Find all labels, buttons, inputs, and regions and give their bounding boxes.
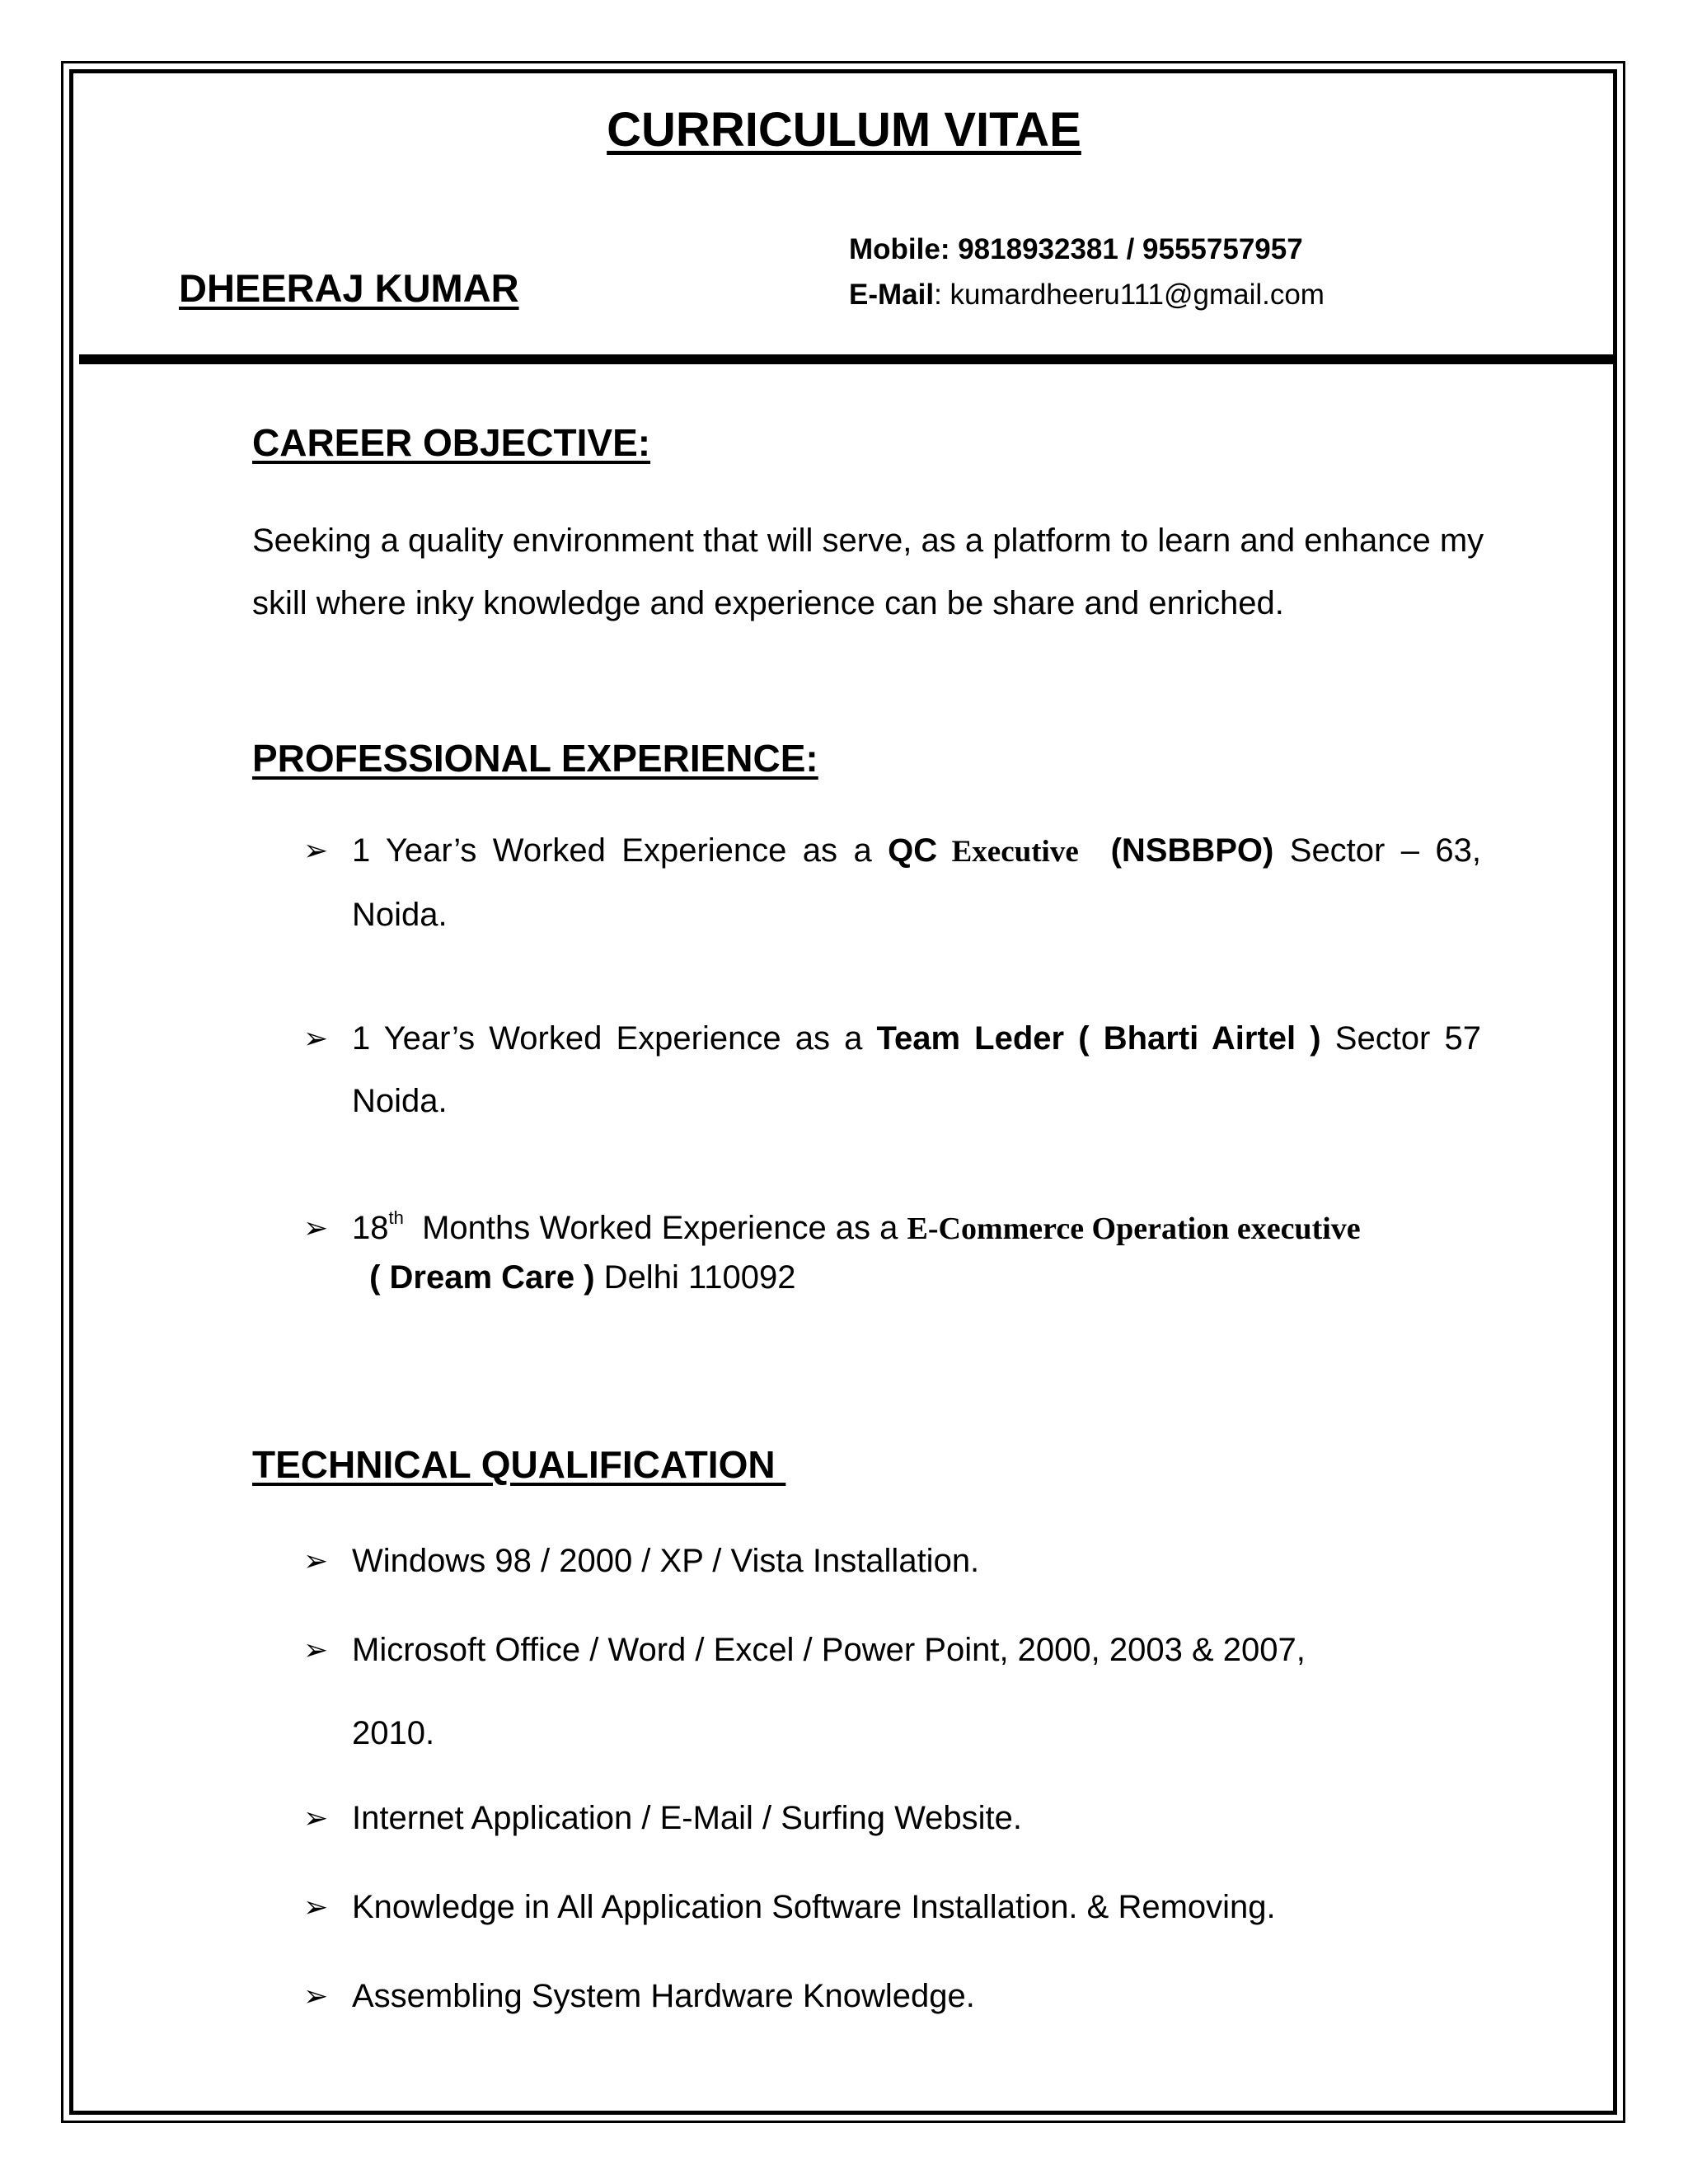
experience-location: Delhi 110092: [594, 1259, 796, 1296]
bullet-arrow-icon: ➢: [303, 1801, 329, 1835]
qualification-item: Internet Application / E-Mail / Surfing Website.: [352, 1800, 1022, 1836]
document-title: CURRICULUM VITAE: [607, 103, 1081, 157]
experience-item: [352, 819, 1481, 946]
experience-org: ( Dream Care ): [360, 1259, 595, 1296]
mobile-line: [849, 233, 1303, 266]
qualification-item: Windows 98 / 2000 / XP / Vista Installation.: [352, 1543, 980, 1579]
bullet-arrow-icon: ➢: [303, 1633, 329, 1666]
experience-org: (NSBBPO): [1110, 832, 1274, 869]
bullet-arrow-icon: ➢: [303, 1211, 329, 1244]
technical-qualification-heading: TECHNICAL QUALIFICATION: [252, 1443, 786, 1486]
mobile-value: 9818932381 / 9555757957: [950, 233, 1303, 265]
experience-role: Team Leder ( Bharti Airtel ): [876, 1020, 1321, 1057]
header-divider: [79, 354, 1614, 364]
email-label: E-Mail: [849, 279, 935, 311]
mobile-label: Mobile:: [849, 233, 950, 265]
experience-location: Sector – 63, Noida.: [352, 832, 1482, 933]
bullet-arrow-icon: ➢: [303, 1890, 329, 1924]
experience-number: 18: [352, 1210, 389, 1246]
experience-item: [352, 1007, 1481, 1132]
career-objective-text: Seeking a quality environment that will serve, as a platform to learn and enhance my skill where inky knowledge and experience can be share and enriched.: [252, 523, 1484, 621]
bullet-arrow-icon: ➢: [303, 833, 329, 867]
experience-role: Executive: [937, 835, 1079, 869]
experience-text: 1 Year’s Worked Experience as a: [352, 832, 889, 869]
career-objective-heading: CAREER OBJECTIVE:: [252, 421, 651, 464]
candidate-name: DHEERAJ KUMAR: [179, 266, 519, 310]
bullet-arrow-icon: ➢: [303, 1021, 329, 1055]
experience-role: E-Commerce Operation executive: [907, 1212, 1361, 1246]
experience-text: 1 Year’s Worked Experience as a: [352, 1020, 877, 1057]
qualification-item-continued: 2010.: [352, 1715, 435, 1751]
bullet-arrow-icon: ➢: [303, 1544, 329, 1577]
experience-role: QC: [888, 832, 938, 869]
email-value: : kumardheeru111@gmail.com: [934, 279, 1325, 311]
experience-location: Sector 57 Noida.: [352, 1020, 1481, 1119]
qualification-item: Microsoft Office / Word / Excel / Power Point, 2000, 2003 & 2007,: [352, 1632, 1306, 1668]
bullet-arrow-icon: ➢: [303, 1979, 329, 2013]
email-line: [849, 279, 1325, 312]
professional-experience-heading: PROFESSIONAL EXPERIENCE:: [252, 737, 818, 780]
experience-superscript: th: [388, 1207, 404, 1228]
qualification-item: Knowledge in All Application Software Installation. & Removing.: [352, 1889, 1276, 1925]
qualification-item: Assembling System Hardware Knowledge.: [352, 1978, 975, 2014]
experience-text: Months Worked Experience as a: [403, 1210, 907, 1246]
experience-item-continued: [360, 1246, 795, 1309]
